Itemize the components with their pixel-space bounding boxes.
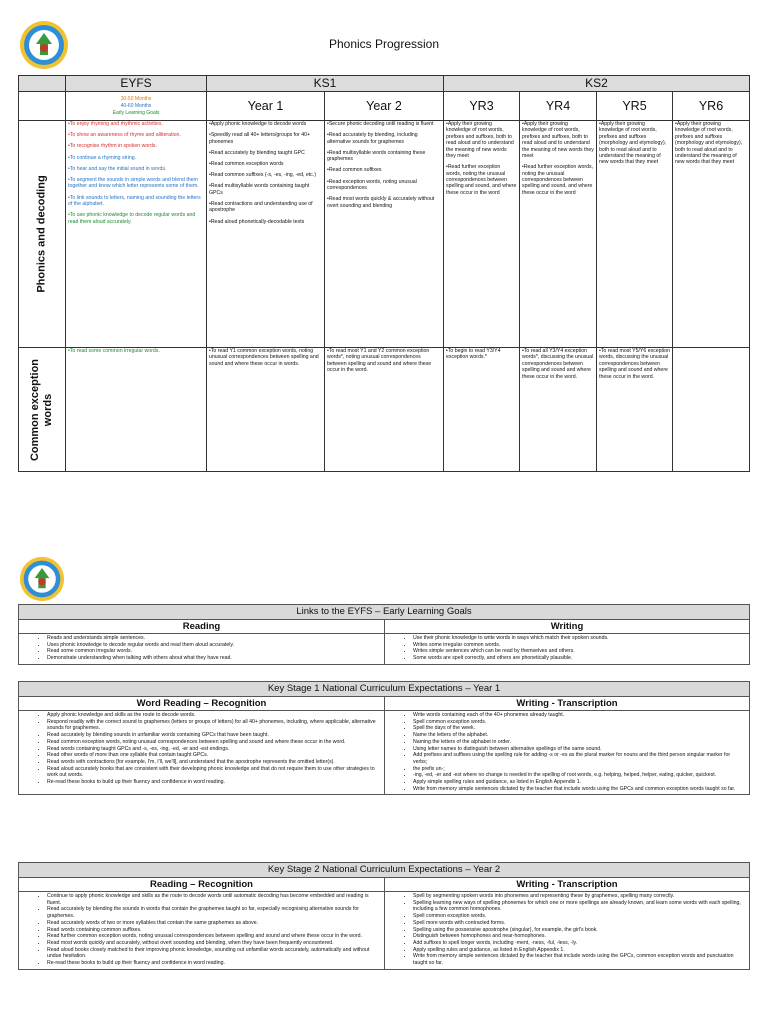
cell-text: •To read Y1 common exception words, noting unusual correspondences between spelling and sound and where these occur in words. [209, 348, 319, 367]
cell-text: •Read aloud phonetically-decodable texts [209, 218, 305, 225]
list-item: • Naming the letters of the alphabet in order. [413, 739, 745, 746]
list-item: • -ing, -ed, -er and -est where no change is needed in the spelling of root words, e.g. helping, helped, helper, eating, quicker, quickest. [413, 772, 745, 779]
list-item: • Apply phonic knowledge and skills as the route to decode words. [47, 712, 380, 719]
list-item: • Demonstrate understanding when talking with others about what they have read. [47, 655, 380, 662]
cell-text: •Read most words quickly & accurately without overt sounding and blending [327, 196, 435, 209]
list-item: • Writes simple sentences which can be read by themselves and others. [413, 648, 745, 655]
list-item: • Spell more words with contracted forms. [413, 920, 745, 927]
cell-text: •Apply their growing knowledge of root words, prefixes and suffixes, both to read aloud and to understand the meaning of new words they meet [446, 121, 514, 160]
list-item: • Apply simple spelling rules and guidance, as listed in English Appendix 1. [413, 779, 745, 786]
list-item: • Read accurately by blending sounds in unfamiliar words containing GPCs that have been taught. [47, 732, 380, 739]
bullet-list [385, 712, 749, 792]
cell-text: •To read some common irregular words. [68, 348, 160, 354]
cell-text: •To recognise rhythm in spoken words. [68, 143, 157, 150]
row-label-exception: Common exception words [29, 358, 54, 461]
list-item: • Read common exception words, noting unusual correspondences between spelling and sound and where these occur in the word. [47, 739, 380, 746]
cell-yr3 [444, 348, 520, 472]
list-item: • Read aloud books closely matched to their improving phonic knowledge, sounding out unfamiliar words accurately, automatically and without undue hesitation. [47, 947, 380, 960]
column-heading: Writing [385, 620, 750, 634]
list-item: • Spell the days of the week. [413, 725, 745, 732]
list-item: • the prefix un-; [413, 766, 745, 773]
blank-corner-cell [19, 92, 66, 121]
year-header: Year 2 [325, 92, 444, 121]
ks1-year1-table [18, 681, 750, 795]
cell-yr5 [597, 121, 673, 348]
list-item: • Read other words of more than one syllable that contain taught GPCs. [47, 752, 380, 759]
list-item: • Use their phonic knowledge to write words in ways which match their spoken sounds. [413, 635, 745, 642]
page-title: Phonics Progression [328, 37, 440, 51]
list-item: • Re-read these books to build up their fluency and confidence in word reading. [47, 779, 380, 786]
cell-text: •To read all Y3/Y4 exception words*, discussing the unusual correspondences between spelling and sound and where these occur in the word. [522, 348, 594, 380]
cell-yr5 [597, 348, 673, 472]
list-item: • Add prefixes and suffixes using the spelling rule for adding -s or -es as the plural marker for nouns and the third person singular marker for verbs; [413, 752, 745, 765]
eyfs-sub-elg: Early Learning Goals [112, 109, 160, 116]
section-band: Key Stage 2 National Curriculum Expectations – Year 2 [19, 863, 750, 878]
stage-header-eyfs: EYFS [66, 76, 207, 92]
bullet-list [19, 893, 384, 967]
section-band: Key Stage 1 National Curriculum Expectations – Year 1 [19, 682, 750, 697]
column-heading: Reading [19, 620, 385, 634]
writing-cell [385, 892, 750, 970]
cell-text: •Read multisyllable words containing taught GPCs [209, 183, 310, 196]
stage-header-ks1: KS1 [207, 76, 444, 92]
school-logo-icon [19, 556, 65, 602]
cell-eyfs [66, 348, 207, 472]
year-header: YR4 [520, 92, 597, 121]
list-item: • Reads and understands simple sentences. [47, 635, 380, 642]
list-item: • Read accurately words of two or more syllables that contain the same graphemes as above. [47, 920, 380, 927]
cell-year1 [207, 121, 325, 348]
list-item: • Uses phonic knowledge to decode regular words and read them aloud accurately. [47, 642, 380, 649]
progression-table [18, 75, 750, 472]
cell-text: •Read exception words, noting unusual correspondences [327, 178, 417, 192]
cell-text: •Read accurately by blending taught GPC [209, 149, 305, 156]
cell-text: •Apply their growing knowledge of root words, prefixes and suffixes, both to read aloud and to understand the meaning of new words they meet [522, 121, 594, 160]
list-item: • Name the letters of the alphabet. [413, 732, 745, 739]
reading-cell [19, 892, 385, 970]
bullet-list [385, 635, 749, 662]
cell-text: •Read further exception words, noting the unusual correspondences between spelling and sound, and where these occur in the word [446, 164, 517, 196]
cell-text: •Read accurately by blending, including alternative sounds for graphemes [327, 132, 418, 145]
cell-year1 [207, 348, 325, 472]
cell-year2 [325, 121, 444, 348]
cell-text: •Read further exception words, noting the unusual correspondences between spelling and sound, and where these occur in the word [522, 164, 594, 196]
column-heading: Writing - Transcription [385, 697, 750, 711]
cell-text: •To hear and say the initial sound in words. [68, 165, 167, 172]
bullet-list [19, 635, 384, 662]
cell-text: •To segment the sounds in simple words and blend them together and know which letter represents some of them. [68, 177, 199, 190]
cell-text: •To link sounds to letters, naming and sounding the letters of the alphabet. [68, 194, 201, 208]
list-item: • Add suffixes to spell longer words, including -ment, -ness, -ful, -less, -ly. [413, 940, 745, 947]
cell-yr3 [444, 121, 520, 348]
list-item: • Spelling learning new ways of spelling phonemes for which one or more spellings are already known, and learn some words with each spelling, including a few common homophones. [413, 900, 745, 913]
list-item: • Using letter names to distinguish between alternative spellings of the same sound. [413, 746, 745, 753]
bullet-list [385, 893, 749, 967]
year-header: Year 1 [207, 92, 325, 121]
year-header: YR6 [673, 92, 750, 121]
list-item: • Distinguish between homophones and near-homophones. [413, 933, 745, 940]
list-item: • Read aloud accurately books that are consistent with their developing phonic knowledge and that do not require them to use other strategies to work out words. [47, 766, 380, 779]
list-item: • Read words containing common suffixes. [47, 927, 380, 934]
year-header: YR3 [444, 92, 520, 121]
list-item: • Continue to apply phonic knowledge and skills as the route to decode words until automatic decoding has become embedded and reading is fluent. [47, 893, 380, 906]
row-label-phonics: Phonics and decoding [35, 175, 48, 293]
reading-cell [19, 634, 385, 665]
cell-text: •Apply phonic knowledge to decode words [209, 121, 307, 127]
list-item: • Read some common irregular words. [47, 648, 380, 655]
eyfs-subheader [66, 92, 207, 121]
list-item: • Apply spelling rules and guidance, as listed in English Appendix 1. [413, 947, 745, 954]
cell-text: •To read most Y5/Y6 exception words, discussing the unusual correspondences between spelling and sound and where these occur in the word. [599, 348, 670, 380]
bullet-list [19, 712, 384, 786]
cell-yr4 [520, 348, 597, 472]
list-item: • Some words are spelt correctly, and others are phonetically plausible. [413, 655, 745, 662]
list-item: • Read further common exception words, noting unusual correspondences between spelling and sound and where these occur in the word. [47, 933, 380, 940]
list-item: • Re-read these books to build up their fluency and confidence in word reading. [47, 960, 380, 967]
writing-cell [385, 711, 750, 795]
list-item: • Read words containing taught GPCs and -s, -es, -ing, -ed, -er and -est endings. [47, 746, 380, 753]
eyfs-sub-30-50: 30-50 Months [120, 95, 152, 102]
list-item: • Writes some irregular common words. [413, 642, 745, 649]
list-item: • Read accurately by blending the sounds in words that contain the graphemes taught so far, especially recognising alternative sounds for graphemes. [47, 906, 380, 919]
column-heading: Reading – Recognition [19, 878, 385, 892]
cell-text: •Read common suffixes [327, 167, 382, 174]
list-item: • Read words with contractions [for example, I'm, I'll, we'll], and understand that the apostrophe represents the omitted letter(s). [47, 759, 380, 766]
blank-corner-cell [19, 76, 66, 92]
list-item: • Write words containing each of the 40+ phonemes already taught. [413, 712, 745, 719]
list-item: • Spell common exception words. [413, 913, 745, 920]
cell-text: •Secure phonic decoding until reading is fluent [327, 121, 434, 127]
cell-yr6 [673, 348, 750, 472]
eyfs-links-table [18, 604, 750, 665]
cell-text: •Read common suffixes (-s, -es, -ing, -ed, etc.) [209, 172, 316, 179]
cell-text: •Read contractions and understanding use of apostrophe [209, 201, 313, 214]
cell-text: •To read most Y1 and Y2 common exception words*, noting unusual correspondences between spelling and sound and where these occur in the word. [327, 348, 432, 374]
row-label-cell [19, 348, 66, 472]
cell-text: •Speedily read all 40+ letters/groups for 40+ phonemes [209, 132, 311, 145]
cell-yr6 [673, 121, 750, 348]
cell-yr4 [520, 121, 597, 348]
row-label-cell [19, 121, 66, 348]
year2-table [18, 862, 750, 970]
cell-text: •To enjoy rhyming and rhythmic activities. [68, 121, 163, 127]
cell-text: •Apply their growing knowledge of root words, prefixes and suffixes (morphology and etymology), both to read aloud and to understand the meaning of new words that they meet [675, 121, 743, 166]
cell-text: •Read common exception words [209, 161, 284, 168]
list-item: • Spell common exception words. [413, 719, 745, 726]
column-heading: Word Reading – Recognition [19, 697, 385, 711]
cell-year2 [325, 348, 444, 472]
cell-text: •To show an awareness of rhyme and alliteration. [68, 132, 181, 139]
list-item: • Write from memory simple sentences dictated by the teacher that include words using the GPCs, common exception words and punctuation taught so far. [413, 953, 745, 966]
cell-text: •To continue a rhyming string. [68, 154, 137, 161]
cell-text: •To begin to read Y3/Y4 exception words.* [446, 348, 501, 361]
year-header: YR5 [597, 92, 673, 121]
reading-cell [19, 711, 385, 795]
list-item: • Write from memory simple sentences dictated by the teacher that include words using the GPCs and common exception words taught so far. [413, 786, 745, 793]
stage-header-ks2: KS2 [444, 76, 750, 92]
column-heading: Writing - Transcription [385, 878, 750, 892]
cell-text: •Apply their growing knowledge of root words, prefixes and suffixes (morphology and etymology), both to read aloud and to understand the meaning of new words that they meet [599, 121, 667, 166]
eyfs-sub-40-60: 40-60 Months [120, 102, 152, 109]
cell-text: •To use phonic knowledge to decode regular words and read them aloud accurately. [68, 212, 196, 225]
list-item: • Spelling using the possessive apostrophe (singular), for example, the girl's book. [413, 927, 745, 934]
cell-text: •Read multisyllable words containing these graphemes [327, 149, 426, 163]
list-item: • Respond readily with the correct sound to graphemes (letters or groups of letters) for all 40+ phonemes, including, where applicable, alternative sounds for graphemes. [47, 719, 380, 732]
list-item: • Spell by segmenting spoken words into phonemes and representing these by graphemes, spelling many correctly. [413, 893, 745, 900]
list-item: • Read most words quickly and accurately, without overt sounding and blending, when they have been frequently encountered. [47, 940, 380, 947]
writing-cell [385, 634, 750, 665]
section-band: Links to the EYFS – Early Learning Goals [19, 605, 750, 620]
cell-eyfs [66, 121, 207, 348]
